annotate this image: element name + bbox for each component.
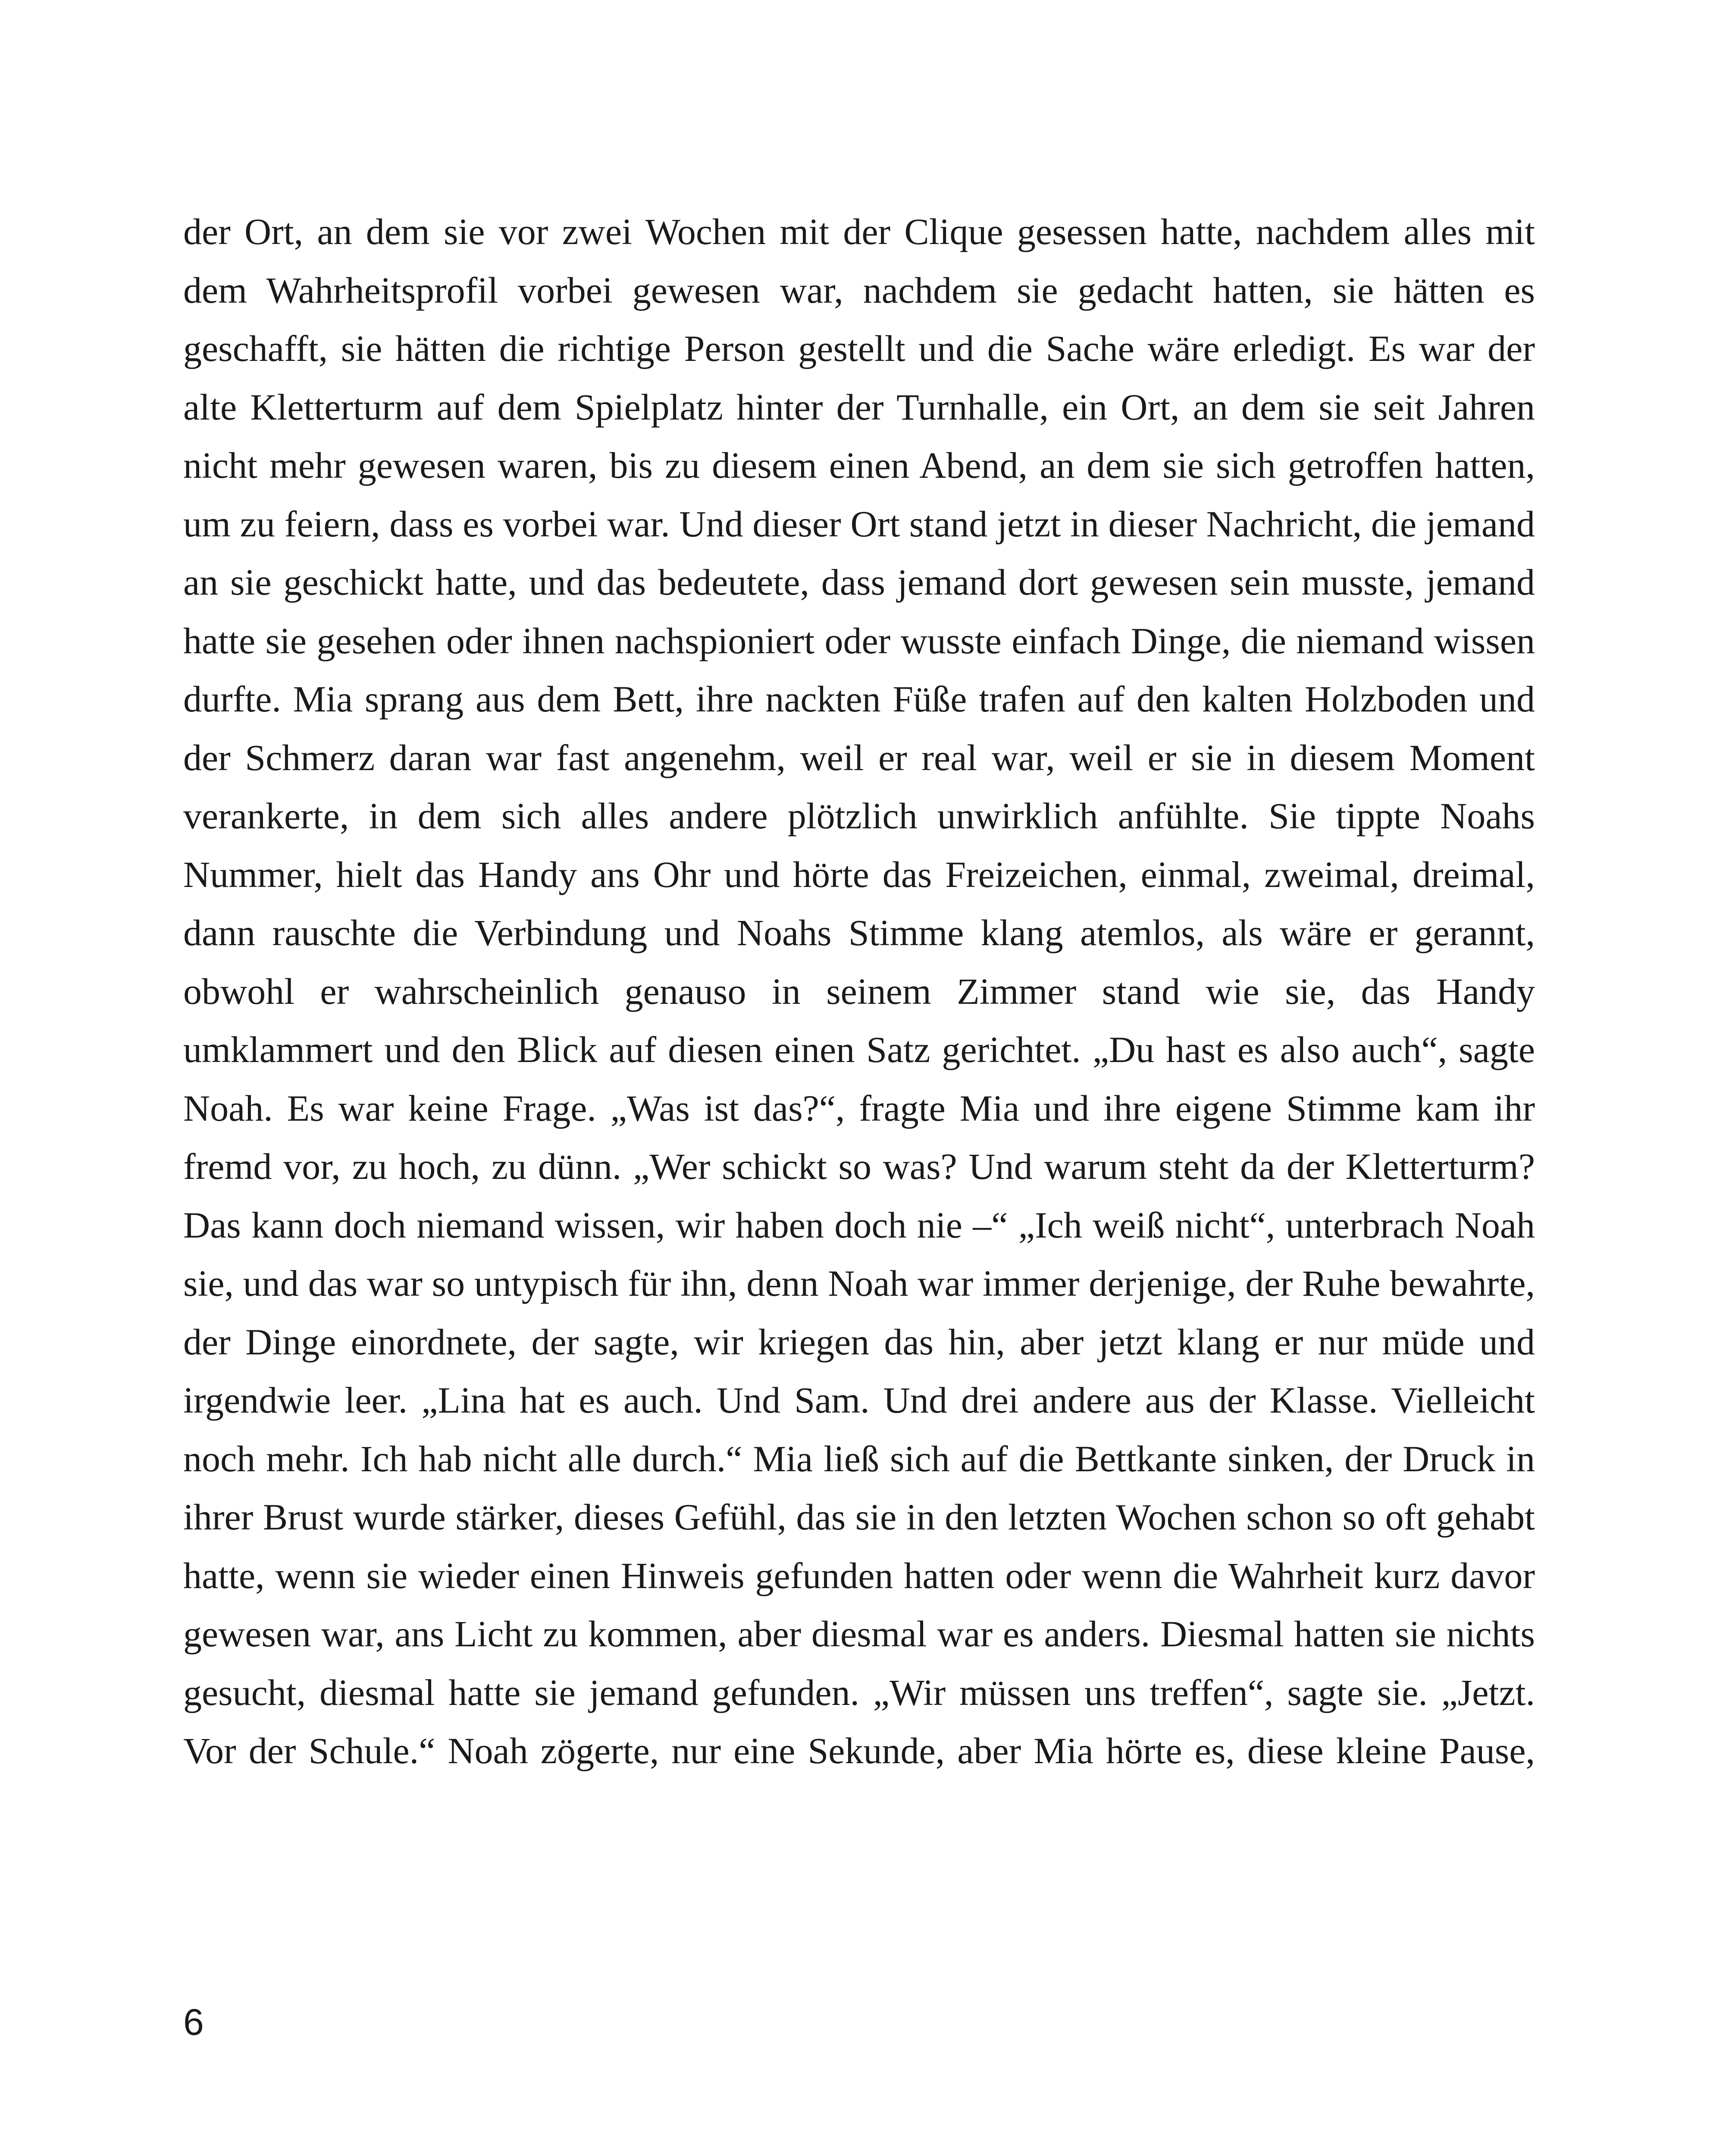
body-paragraph: der Ort, an dem sie vor zwei Wochen mit der Clique gesessen hatte, nachdem alles mit dem Wahrheitsprofil vorbei gewesen war, nachdem sie gedacht hatten, sie hätten es geschafft, sie hätten die richtige Person gestellt und die Sache wäre erledigt. Es war der alte Kletterturm auf dem Spielplatz hinter der Turnhalle, ein Ort, an dem sie seit Jahren nicht mehr gewesen waren, bis zu diesem einen Abend, an dem sie sich getroffen hatten, um zu feiern, dass es vorbei war. Und dieser Ort stand jetzt in dieser Nachricht, die jemand an sie geschickt hatte, und das bedeutete, dass jemand dort gewesen sein musste, jemand hatte sie gesehen oder ihnen nachspioniert oder wusste einfach Dinge, die niemand wissen durfte. Mia sprang aus dem Bett, ihre nackten Füße trafen auf den kalten Holzboden und der Schmerz daran war fast angenehm, weil er real war, weil er sie in diesem Moment verankerte, in dem sich alles andere plötzlich unwirklich anfühlte. Sie tippte Noahs Nummer, hielt das Handy ans Ohr und hörte das Freizeichen, einmal, zweimal, dreimal, dann rauschte die Verbindung und Noahs Stimme klang atemlos, als wäre er gerannt, obwohl er wahrscheinlich genauso in seinem Zimmer stand wie sie, das Handy umklammert und den Blick auf diesen einen Satz gerichtet. „Du hast es also auch“, sagte Noah. Es war keine Frage. „Was ist das?“, fragte Mia und ihre eigene Stimme kam ihr fremd vor, zu hoch, zu dünn. „Wer schickt so was? Und warum steht da der Kletterturm? Das kann doch niemand wissen, wir haben doch nie –“ „Ich weiß nicht“, unterbrach Noah sie, und das war so untypisch für ihn, denn Noah war immer derjenige, der Ruhe bewahrte, der Dinge einordnete, der sagte, wir kriegen das hin, aber jetzt klang er nur müde und irgendwie leer. „Lina hat es auch. Und Sam. Und drei andere aus der Klasse. Vielleicht noch mehr. Ich hab nicht alle durch.“ Mia ließ sich auf die Bettkante sinken, der Druck in ihrer Brust wurde stärker, dieses Gefühl, das sie in den letzten Wochen schon so oft gehabt hatte, wenn sie wieder einen Hinweis gefunden hatten oder wenn die Wahrheit kurz davor gewesen war, ans Licht zu kommen, aber diesmal war es anders. Diesmal hatten sie nichts gesucht, diesmal hatte sie jemand gefunden. „Wir müssen uns treffen“, sagte sie. „Jetzt. Vor der Schule.“ Noah zögerte, nur eine Sekunde, aber Mia hörte es, diese kleine Pause, [183,211,1535,1771]
page-number: 6 [183,2002,204,2043]
